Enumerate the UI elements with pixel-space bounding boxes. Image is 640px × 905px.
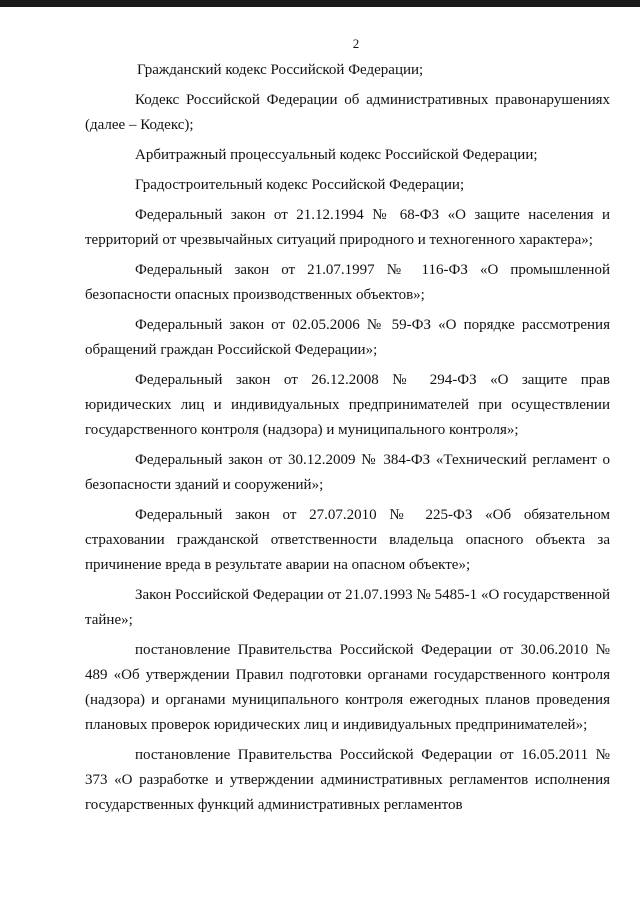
paragraph-law-59fz: Федеральный закон от 02.05.2006 № 59-ФЗ «О порядке рассмотрения обращений граждан Российской Федерации»; xyxy=(85,317,610,358)
paragraph-law-116fz: Федеральный закон от 21.07.1997 № 116-ФЗ «О промышленной безопасности опасных производственных объектов»; xyxy=(85,262,610,303)
paragraph-law-68fz: Федеральный закон от 21.12.1994 № 68-ФЗ «О защите населения и территорий от чрезвычайных ситуаций природного и техногенного характера»; xyxy=(85,207,610,248)
paragraph-resolution-373: постановление Правительства Российской Федерации от 16.05.2011 № 373 «О разработке и утверждении административных регламентов исполнения государственных функций административных регламентов xyxy=(85,747,610,813)
paragraph-law-294fz: Федеральный закон от 26.12.2008 № 294-ФЗ «О защите прав юридических лиц и индивидуальных предпринимателей при осуществлении государственного контроля (надзора) и муниципального контроля»; xyxy=(85,372,610,438)
paragraph-administrative-code: Кодекс Российской Федерации об административных правонарушениях (далее – Кодекс); xyxy=(85,92,610,133)
paragraph-civil-code: Гражданский кодекс Российской Федерации; xyxy=(137,62,424,78)
paragraph-resolution-489: постановление Правительства Российской Федерации от 30.06.2010 № 489 «Об утверждении Правил подготовки органами государственного контроля (надзора) и органами муниципального контроля ежегодных планов проведения плановых проверок юридических лиц и индивидуальных предпринимателей»; xyxy=(85,642,610,733)
paragraph-law-384fz: Федеральный закон от 30.12.2009 № 384-ФЗ «Технический регламент о безопасности зданий и сооружений»; xyxy=(85,452,610,493)
paragraph-law-5485-1: Закон Российской Федерации от 21.07.1993 № 5485-1 «О государственной тайне»; xyxy=(85,587,610,628)
document-body xyxy=(85,58,610,818)
paragraph-arbitration-code: Арбитражный процессуальный кодекс Российской Федерации; xyxy=(135,147,538,163)
top-border-rule xyxy=(0,0,640,7)
paragraph-urban-planning-code: Градостроительный кодекс Российской Федерации; xyxy=(135,177,465,193)
page-number: 2 xyxy=(352,36,360,51)
paragraph-law-225fz: Федеральный закон от 27.07.2010 № 225-ФЗ «Об обязательном страховании гражданской ответственности владельца опасного объекта за причинение вреда в результате аварии на опасном объекте»; xyxy=(85,507,610,573)
